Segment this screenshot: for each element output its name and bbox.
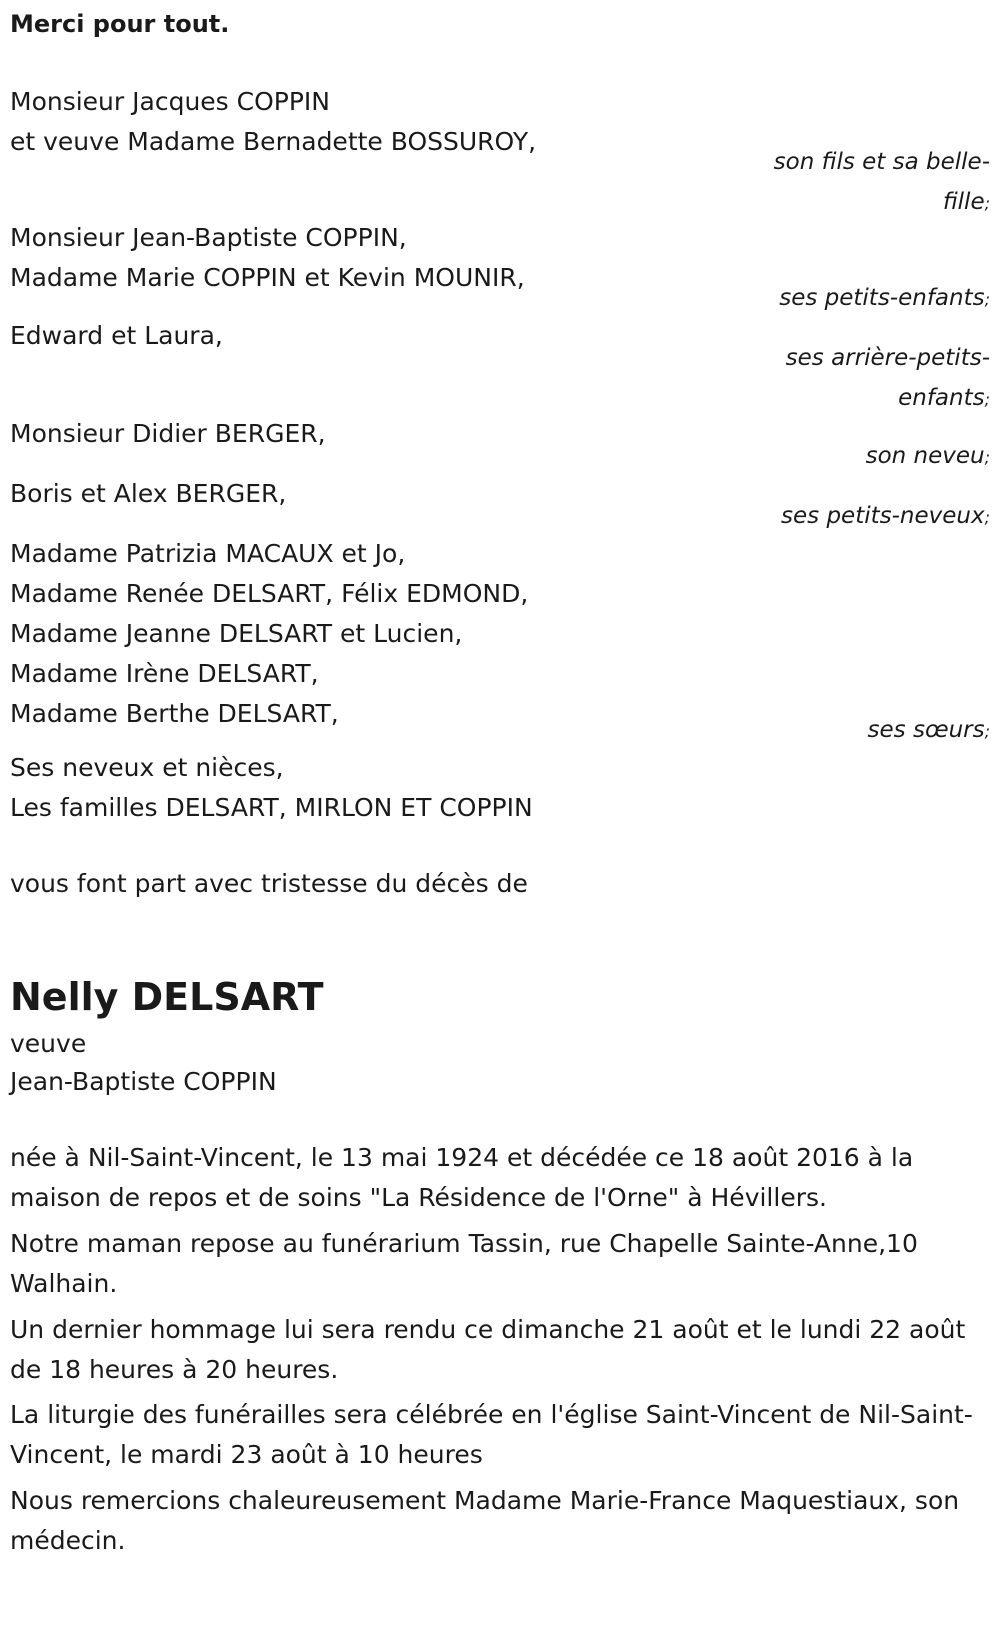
family-group [10,748,990,828]
spouse-name: Jean-Baptiste COPPIN [10,1067,277,1096]
obituary-notice [10,0,990,1640]
thanks-paragraph: Nous remercions chaleureusement Madame Marie-France Maquestiaux, son médecin. [10,1486,960,1555]
family-name-line: Les familles DELSART, MIRLON ET COPPIN [10,793,533,822]
funeral-home-paragraph: Notre maman repose au funérarium Tassin, rue Chapelle Sainte-Anne,10 Walhain. [10,1229,918,1298]
family-names [10,534,730,734]
liturgy-paragraph: La liturgie des funérailles sera célébrée en l'église Saint-Vincent de Nil-Saint-Vincent, le mardi 23 août à 10 heures [10,1400,973,1469]
family-relation: ses petits-neveux; [781,503,990,529]
family-relation: ses arrière-petits-enfants; [785,345,990,411]
family-group [10,218,990,311]
thanks-heading: Merci pour tout. [10,10,230,38]
family-name-line: Ses neveux et nièces, [10,753,284,782]
family-names [10,748,730,828]
family-name-line: Madame Marie COPPIN et Kevin MOUNIR, [10,263,525,292]
family-relation: ses petits-enfants; [779,285,990,311]
family-relation: son neveu; [865,443,990,469]
family-name-line: Boris et Alex BERGER, [10,479,287,508]
family-name-line: et veuve Madame Bernadette BOSSUROY, [10,127,537,156]
family-group [10,414,990,469]
family-name-line: Madame Berthe DELSART, [10,699,339,728]
family-name-line: Edward et Laura, [10,321,223,350]
family-name-line: Madame Jeanne DELSART et Lucien, [10,619,463,648]
visitation-paragraph: Un dernier hommage lui sera rendu ce dimanche 21 août et le lundi 22 août de 18 heures à 20 heures. [10,1315,966,1384]
family-group [10,316,990,411]
deceased-name: Nelly DELSART [10,975,324,1019]
family-group [10,534,990,743]
spouse-label: veuve [10,1029,87,1058]
family-relation: ses sœurs; [867,717,990,743]
family-names [10,474,730,514]
family-names [10,218,730,298]
family-names [10,82,730,162]
family-names [10,316,730,356]
announcement-text: vous font part avec tristesse du décès de [10,869,528,898]
family-name-line: Monsieur Didier BERGER, [10,419,326,448]
birth-death-paragraph: née à Nil-Saint-Vincent, le 13 mai 1924 et décédée ce 18 août 2016 à la maison de repos et de soins "La Résidence de l'Orne" à Hévillers. [10,1143,914,1212]
family-name-line: Madame Irène DELSART, [10,659,319,688]
family-group [10,474,990,529]
family-name-line: Monsieur Jean-Baptiste COPPIN, [10,223,407,252]
family-name-line: Madame Patrizia MACAUX et Jo, [10,539,406,568]
family-name-line: Madame Renée DELSART, Félix EDMOND, [10,579,529,608]
family-group [10,82,990,215]
family-names [10,414,730,454]
family-name-line: Monsieur Jacques COPPIN [10,87,330,116]
family-relation: son fils et sa belle-fille; [773,149,990,215]
